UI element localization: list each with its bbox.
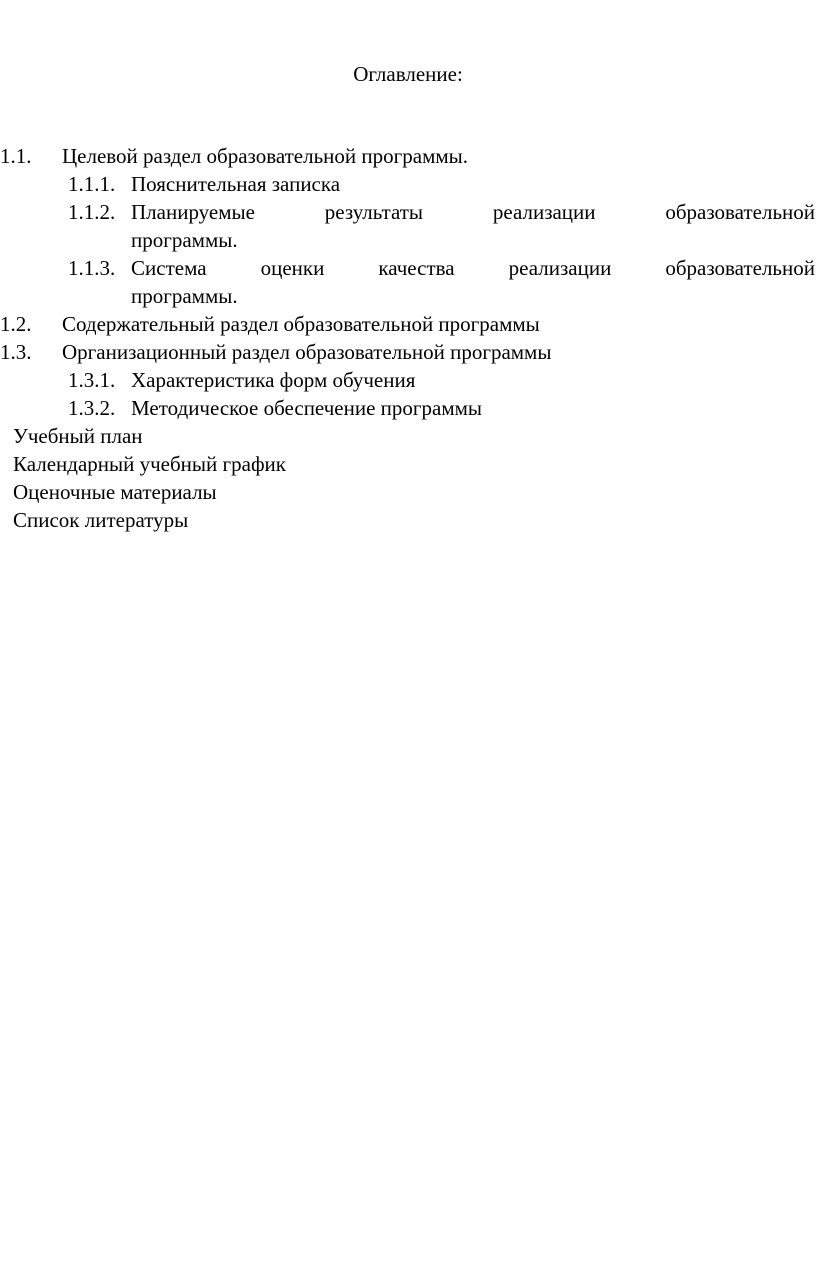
toc-extra-item-assessment: Оценочные материалы (13, 480, 217, 504)
toc-text: Система оценки качества реализации образовательной (131, 256, 815, 280)
toc-number: 1.3.1. (68, 368, 116, 392)
toc-number: 1.2. (0, 312, 32, 336)
toc-text: Содержательный раздел образовательной программы (62, 312, 540, 336)
toc-number: 1.1.1. (68, 172, 116, 196)
toc-number: 1.1.3. (68, 256, 116, 280)
toc-extra-item-curriculum: Учебный план (13, 424, 143, 448)
toc-text-continuation: программы. (131, 228, 238, 252)
toc-number: 1.3. (0, 340, 32, 364)
toc-text: Целевой раздел образовательной программы. (62, 144, 469, 168)
toc-number: 1.1.2. (68, 200, 116, 224)
toc-extra-item-schedule: Календарный учебный график (13, 452, 286, 476)
toc-extra-item-references: Список литературы (13, 508, 189, 532)
toc-text: Пояснительная записка (131, 172, 341, 196)
toc-text-continuation: программы. (131, 284, 238, 308)
toc-number: 1.1. (0, 144, 32, 168)
toc-text: Характеристика форм обучения (131, 368, 416, 392)
toc-text: Организационный раздел образовательной программы (62, 340, 552, 364)
document-title: Оглавление: (353, 62, 463, 86)
toc-text: Методическое обеспечение программы (131, 396, 483, 420)
toc-text: Планируемые результаты реализации образовательной (131, 200, 815, 224)
toc-number: 1.3.2. (68, 396, 116, 420)
